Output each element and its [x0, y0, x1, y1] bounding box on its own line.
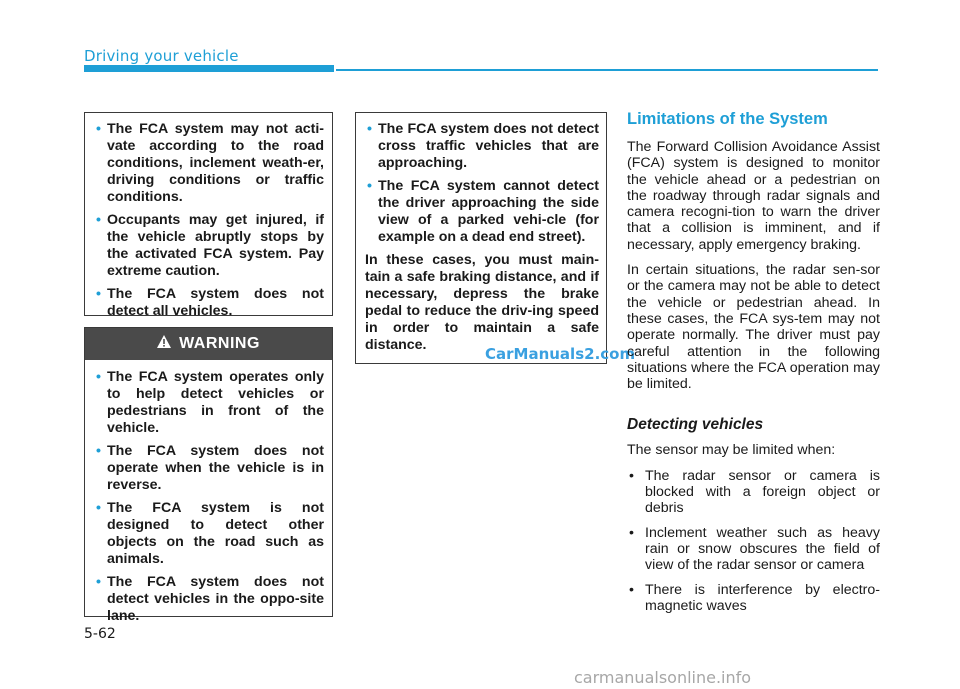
bullet-icon: •: [96, 212, 101, 228]
warning-header: [85, 328, 332, 360]
header-bar-thick: [84, 65, 334, 72]
list-item: • The FCA system operates only to help detect vehicles or pedestrians in front of the vehicle.: [96, 369, 324, 436]
subsection-title: Detecting vehicles: [627, 416, 764, 434]
bullet-icon: •: [367, 121, 372, 137]
warning-triangle-icon: [157, 335, 171, 353]
list-item: • The radar sensor or camera is blocked with a foreign object or debris: [629, 467, 880, 517]
watermark-top: CarManuals2.com: [485, 345, 636, 363]
bullet-icon: •: [629, 581, 634, 598]
bullet-icon: •: [629, 467, 634, 484]
main-column: [627, 110, 880, 622]
list-item: • There is interference by electro-magnetic waves: [629, 581, 880, 614]
list-item: • The FCA system does not detect cross traffic vehicles that are approaching.: [367, 121, 599, 171]
bullet-icon: •: [96, 574, 101, 590]
list-item: • The FCA system cannot detect the driver approaching the side view of a parked vehi-cle (for example on a dead end street).: [367, 178, 599, 245]
bullet-icon: •: [96, 500, 101, 516]
header-bar-thin: [336, 69, 878, 71]
bullet-icon: •: [96, 121, 101, 137]
caution-paragraph: In these cases, you must main-tain a safe braking distance, and if necessary, depress the brake pedal to reduce the driv-ing speed in order to maintain a safe distance.: [365, 252, 599, 353]
bullet-icon: •: [629, 524, 634, 541]
caution-box-left: [84, 112, 333, 319]
list-item: • The FCA system may not acti-vate according to the road conditions, inclement weath-er, driving conditions or traffic conditions.: [96, 121, 324, 205]
bullet-icon: •: [96, 443, 101, 459]
list-item: • The FCA system does not operate when the vehicle is in reverse.: [96, 443, 324, 493]
paragraph: The Forward Collision Avoidance Assist (FCA) system is designed to monitor the vehicle ahead or a pedestrian on the roadway through radar signals and camera recogni-tion to warn the driver that a collision is imminent, and if necessary, apply emergency braking.: [627, 139, 880, 253]
bullet-icon: •: [96, 369, 101, 385]
list-item: • The FCA system does not detect all vehicles.: [96, 286, 324, 319]
bullet-icon: •: [96, 286, 101, 302]
paragraph: The sensor may be limited when:: [627, 442, 836, 459]
list-item: • The FCA system is not designed to detect other objects on the road such as animals.: [96, 500, 324, 567]
section-title: Limitations of the System: [627, 110, 828, 128]
page-number: 5-62: [84, 626, 116, 642]
list-item: • Occupants may get injured, if the vehicle abruptly stops by the activated FCA system. Pay extreme caution.: [96, 212, 324, 279]
section-header-title: Driving your vehicle: [84, 47, 239, 65]
warning-title: WARNING: [179, 335, 260, 352]
bullet-icon: •: [367, 178, 372, 194]
caution-box-middle: [355, 112, 607, 364]
list-item: • The FCA system does not detect vehicles in the oppo-site lane.: [96, 574, 324, 624]
watermark-bottom: carmanualsonline.info: [574, 668, 752, 687]
warning-box: [84, 327, 333, 624]
list-item: • Inclement weather such as heavy rain or snow obscures the field of view of the radar sensor or camera: [629, 524, 880, 574]
paragraph: In certain situations, the radar sen-sor or the camera may not be able to detect the vehicle or pedestrian ahead. In these cases, the FCA sys-tem may not operate normally. The driver must pay careful attention in the following situations where the FCA operation may be limited.: [627, 262, 880, 393]
